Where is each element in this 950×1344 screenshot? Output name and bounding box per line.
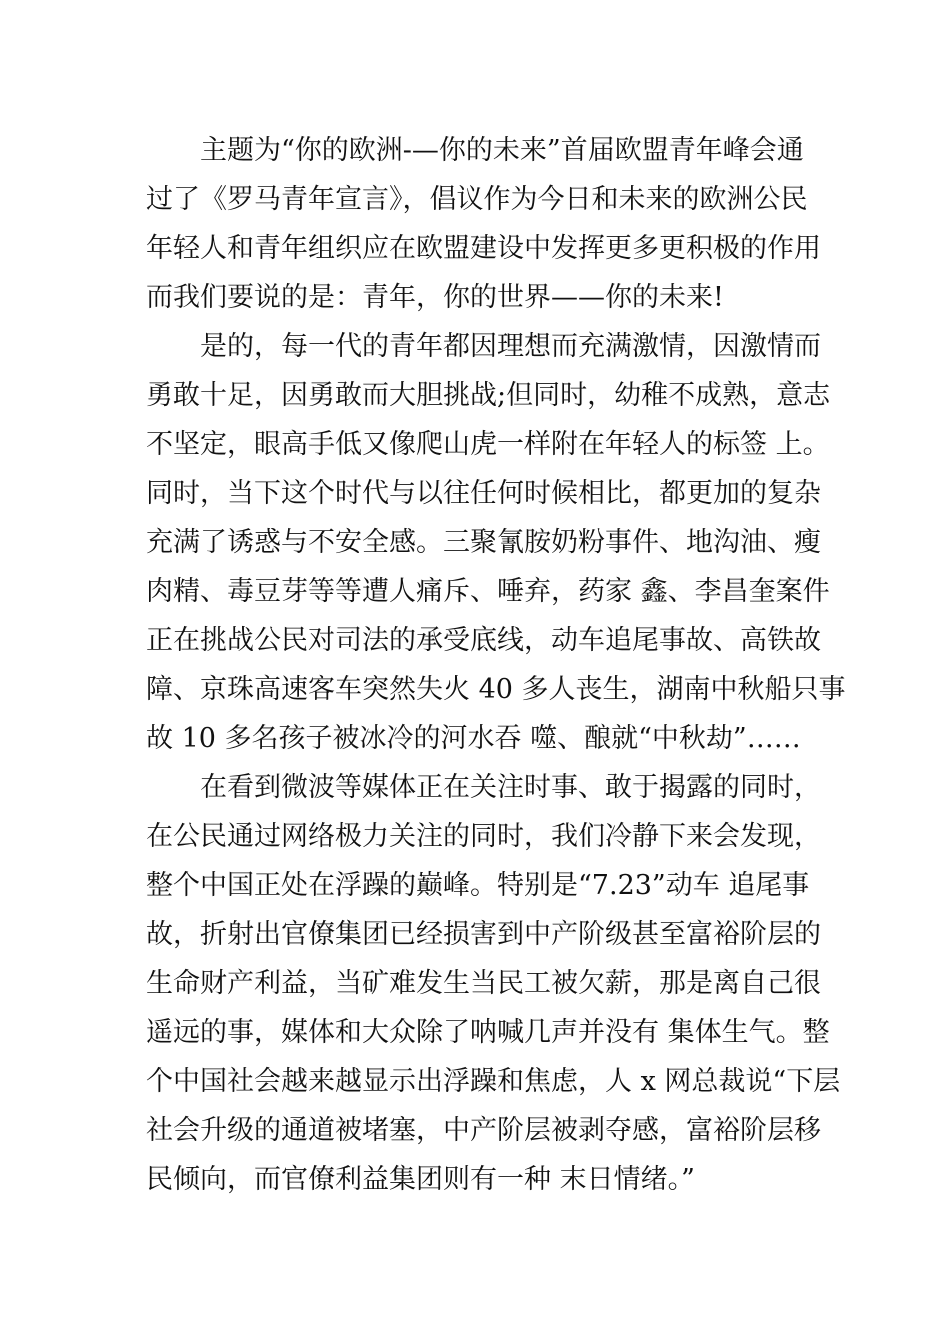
paragraph-line: 个中国社会越来越显示出浮躁和焦虑，人 x 网总裁说“下层 <box>146 1066 841 1097</box>
paragraph-line: 社会升级的通道被堵塞，中产阶层被剥夺感，富裕阶层移 <box>146 1115 821 1146</box>
paragraph-line: 遥远的事，媒体和大众除了呐喊几声并没有 集体生气。整 <box>146 1017 830 1048</box>
paragraph-line: 过了《罗马青年宣言》，倡议作为今日和未来的欧洲公民 <box>146 184 808 215</box>
paragraph-2 <box>146 322 846 763</box>
paragraph-line: 不坚定，眼高手低又像爬山虎一样附在年轻人的标签 上。 <box>146 429 830 460</box>
paragraph-line: 肉精、毒豆芽等等遭人痛斥、唾弃，药家 鑫、李昌奎案件 <box>146 576 830 607</box>
paragraph-line: 故，折射出官僚集团已经损害到中产阶级甚至富裕阶层的 <box>146 919 821 950</box>
paragraph-3 <box>146 763 841 1204</box>
paragraph-line: 充满了诱惑与不安全感。三聚氰胺奶粉事件、地沟油、瘦 <box>146 527 821 558</box>
paragraph-line: 勇敢十足，因勇敢而大胆挑战;但同时，幼稚不成熟，意志 <box>146 380 831 411</box>
paragraph-line: 同时，当下这个时代与以往任何时候相比，都更加的复杂 <box>146 478 821 509</box>
paragraph-1 <box>146 126 821 322</box>
paragraph-line: 障、京珠高速客车突然失火 40 多人丧生，湖南中秋船只事 <box>146 674 846 705</box>
paragraph-line: 在公民通过网络极力关注的同时，我们冷静下来会发现， <box>146 821 821 852</box>
paragraph-line: 正在挑战公民对司法的承受底线，动车追尾事故、高铁故 <box>146 625 821 656</box>
paragraph-line: 主题为“你的欧洲-—你的未来”首届欧盟青年峰会通 <box>200 135 804 166</box>
paragraph-line: 而我们要说的是：青年，你的世界——你的未来! <box>146 282 724 313</box>
paragraph-line: 年轻人和青年组织应在欧盟建设中发挥更多更积极的作用 <box>146 233 821 264</box>
paragraph-line: 民倾向，而官僚利益集团则有一种 末日情绪。” <box>146 1164 695 1195</box>
paragraph-line: 整个中国正处在浮躁的巅峰。特别是“7.23”动车 追尾事 <box>146 870 810 901</box>
paragraph-line: 是的，每一代的青年都因理想而充满激情，因激情而 <box>200 331 821 362</box>
paragraph-line: 故 10 多名孩子被冰冷的河水吞 噬、酿就“中秋劫”…… <box>146 723 801 754</box>
document-body <box>146 126 846 1204</box>
paragraph-line: 在看到微波等媒体正在关注时事、敢于揭露的同时， <box>200 772 821 803</box>
paragraph-line: 生命财产利益，当矿难发生当民工被欠薪，那是离自己很 <box>146 968 821 999</box>
